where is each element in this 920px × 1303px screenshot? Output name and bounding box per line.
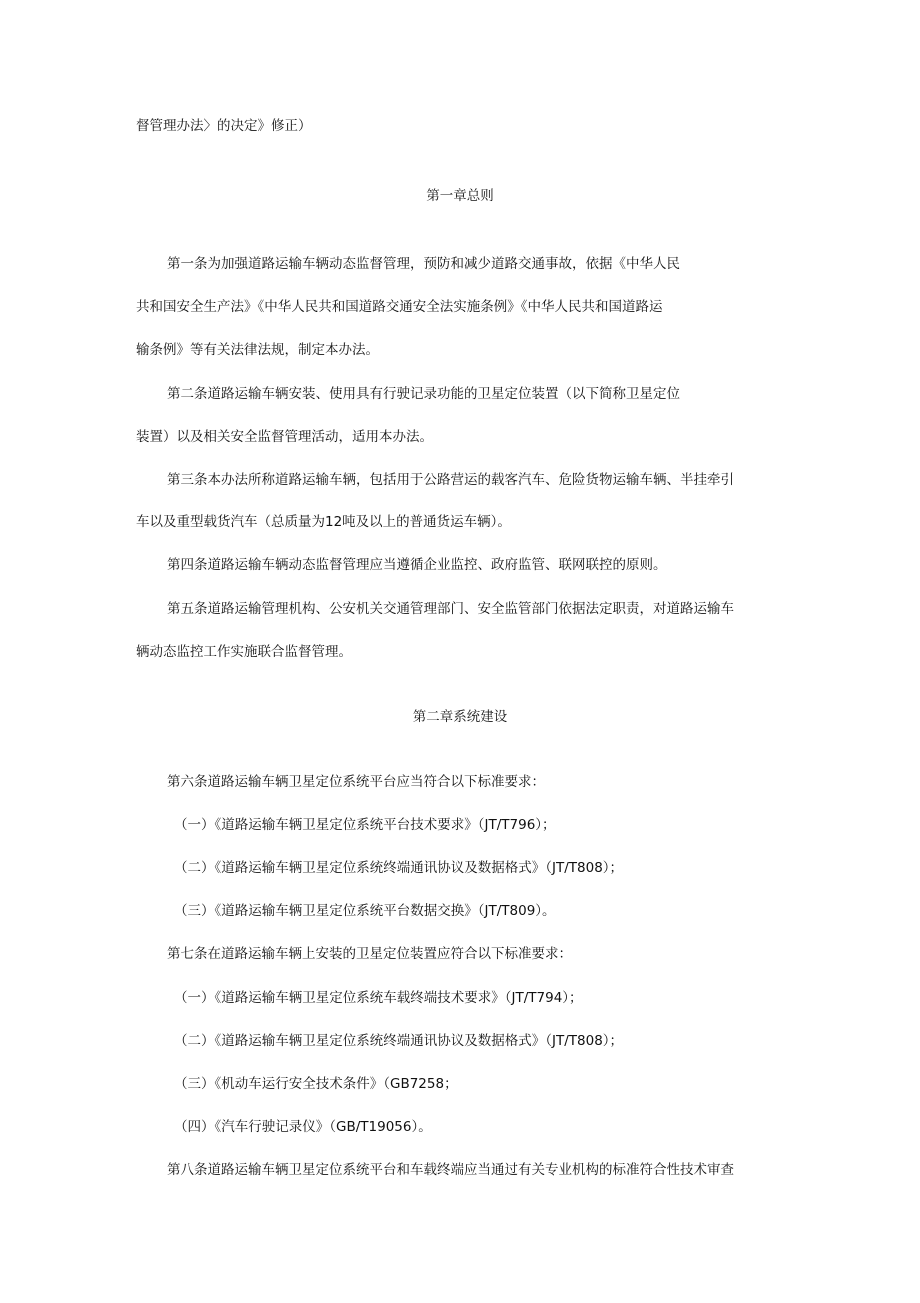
- article-6-item-3: （三）《道路运输车辆卫星定位系统平台数据交换》（JT/T809）。: [174, 903, 556, 919]
- chapter-1-heading: 第一章总则: [426, 188, 494, 204]
- article-7: 第七条在道路运输车辆上安装的卫星定位装置应符合以下标准要求：: [167, 946, 572, 962]
- chapter-2-heading: 第二章系统建设: [412, 709, 508, 725]
- article-7-item-3: （三）《机动车运行安全技术条件》（GB7258；: [174, 1076, 458, 1092]
- article-3-line-1: 第三条本办法所称道路运输车辆，包括用于公路营运的载客汽车、危险货物运输车辆、半挂牵引: [167, 472, 734, 488]
- article-1-line-3: 输条例》等有关法律法规，制定本办法。: [136, 342, 379, 358]
- article-8-line-1: 第八条道路运输车辆卫星定位系统平台和车载终端应当通过有关专业机构的标准符合性技术审查: [167, 1162, 734, 1178]
- article-3-line-2: 车以及重型载货汽车（总质量为12吨及以上的普通货运车辆）。: [136, 514, 511, 530]
- article-7-item-2: （二）《道路运输车辆卫星定位系统终端通讯协议及数据格式》（JT/T808）；: [174, 1033, 624, 1049]
- article-5-line-1: 第五条道路运输管理机构、公安机关交通管理部门、安全监管部门依据法定职责，对道路运输车: [167, 601, 734, 617]
- article-6-item-1: （一）《道路运输车辆卫星定位系统平台技术要求》（JT/T796）；: [174, 817, 556, 833]
- article-2-line-1: 第二条道路运输车辆安装、使用具有行驶记录功能的卫星定位装置（以下简称卫星定位: [167, 386, 680, 402]
- top-fragment: 督管理办法〉的决定》修正）: [136, 118, 312, 134]
- article-7-item-1: （一）《道路运输车辆卫星定位系统车载终端技术要求》（JT/T794）；: [174, 990, 583, 1006]
- article-2-line-2: 装置）以及相关安全监督管理活动，适用本办法。: [136, 429, 433, 445]
- article-7-item-4: （四）《汽车行驶记录仪》（GB/T19056）。: [174, 1119, 432, 1135]
- article-5-line-2: 辆动态监控工作实施联合监督管理。: [136, 644, 352, 660]
- article-6: 第六条道路运输车辆卫星定位系统平台应当符合以下标准要求：: [167, 774, 545, 790]
- article-6-item-2: （二）《道路运输车辆卫星定位系统终端通讯协议及数据格式》（JT/T808）；: [174, 860, 624, 876]
- article-4: 第四条道路运输车辆动态监督管理应当遵循企业监控、政府监管、联网联控的原则。: [167, 557, 667, 573]
- article-1-line-1: 第一条为加强道路运输车辆动态监督管理，预防和减少道路交通事故，依据《中华人民: [167, 256, 680, 272]
- article-1-line-2: 共和国安全生产法》《中华人民共和国道路交通安全法实施条例》《中华人民共和国道路运: [136, 299, 663, 315]
